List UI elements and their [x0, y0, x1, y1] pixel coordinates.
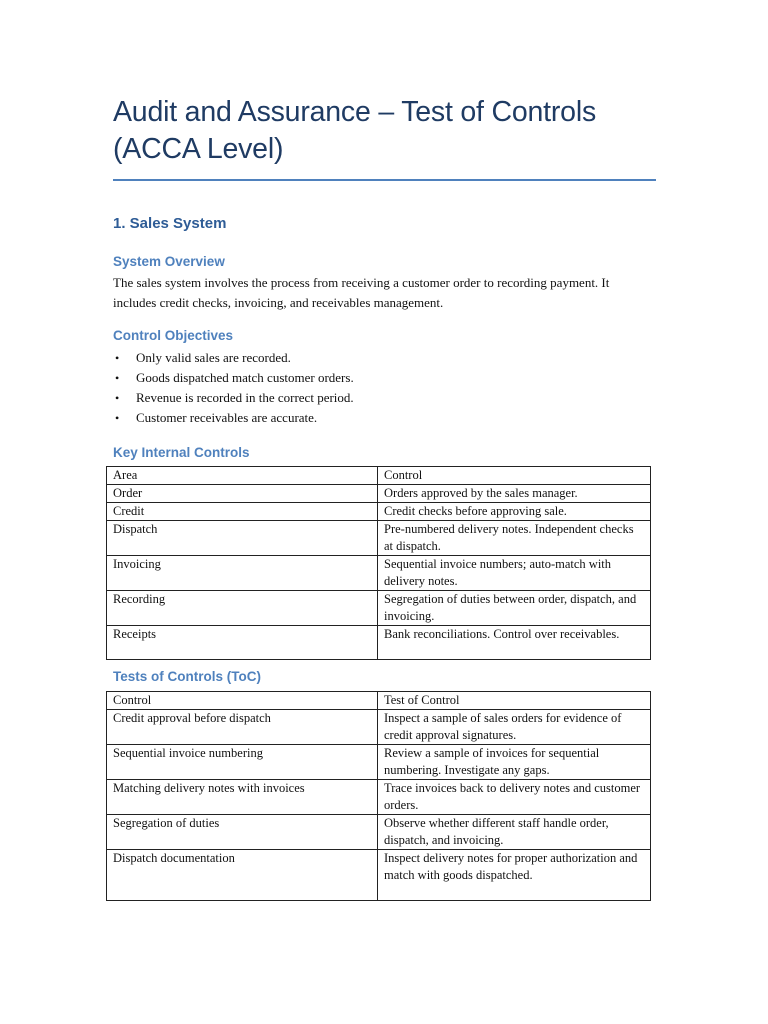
table-row: [107, 626, 651, 660]
table-header-cell: Area: [107, 467, 378, 485]
table-cell-control: Credit checks before approving sale.: [378, 503, 651, 521]
bullet-icon: •: [115, 371, 120, 385]
table-cell-area: Recording: [107, 591, 378, 626]
system-overview-text: The sales system involves the process from receiving a customer order to recording payment. It includes credit checks, invoicing, and receivables management.: [113, 275, 610, 310]
table-row: [107, 710, 651, 745]
table-header-cell: Test of Control: [378, 692, 651, 710]
list-item-text: Only valid sales are recorded.: [136, 350, 291, 365]
table-cell-control: Dispatch documentation: [107, 850, 378, 901]
section-heading: 1. Sales System: [113, 215, 227, 232]
list-item-text: Revenue is recorded in the correct period.: [136, 390, 354, 405]
list-item: [113, 408, 354, 428]
table-row: [107, 503, 651, 521]
table-header-cell: Control: [378, 467, 651, 485]
table-header-row: [107, 467, 651, 485]
table-row: [107, 745, 651, 780]
table-cell-control: Sequential invoice numbering: [107, 745, 378, 780]
table-cell-test: Inspect a sample of sales orders for evidence of credit approval signatures.: [378, 710, 651, 745]
table-cell-area: Invoicing: [107, 556, 378, 591]
tests-of-controls-table: [106, 691, 651, 901]
table-cell-area: Receipts: [107, 626, 378, 660]
table-row: [107, 556, 651, 591]
table-cell-control: Segregation of duties: [107, 815, 378, 850]
bullet-icon: •: [115, 411, 120, 425]
table-row: [107, 780, 651, 815]
control-objectives-heading: Control Objectives: [113, 328, 234, 343]
table-header-cell: Control: [107, 692, 378, 710]
bullet-icon: •: [115, 391, 120, 405]
table-row: [107, 850, 651, 901]
table-cell-test: Trace invoices back to delivery notes and customer orders.: [378, 780, 651, 815]
table-cell-control: Segregation of duties between order, dispatch, and invoicing.: [378, 591, 651, 626]
key-internal-controls-heading: Key Internal Controls: [113, 445, 250, 460]
tests-of-controls-heading: Tests of Controls (ToC): [113, 669, 261, 684]
table-row: [107, 591, 651, 626]
list-item: [113, 368, 354, 388]
table-row: [107, 521, 651, 556]
table-cell-control: Bank reconciliations. Control over receivables.: [378, 626, 651, 660]
document-title: Audit and Assurance – Test of Controls (ACCA Level): [113, 96, 596, 165]
list-item: [113, 388, 354, 408]
control-objectives-list: [113, 348, 354, 428]
table-row: [107, 485, 651, 503]
key-internal-controls-table: [106, 466, 651, 660]
system-overview-heading: System Overview: [113, 254, 225, 269]
list-item: [113, 348, 354, 368]
table-cell-control: Pre-numbered delivery notes. Independent checks at dispatch.: [378, 521, 651, 556]
table-header-row: [107, 692, 651, 710]
table-cell-test: Inspect delivery notes for proper authorization and match with goods dispatched.: [378, 850, 651, 901]
list-item-text: Customer receivables are accurate.: [136, 410, 318, 425]
table-cell-area: Order: [107, 485, 378, 503]
table-cell-control: Sequential invoice numbers; auto-match with delivery notes.: [378, 556, 651, 591]
table-cell-test: Review a sample of invoices for sequential numbering. Investigate any gaps.: [378, 745, 651, 780]
bullet-icon: •: [115, 351, 120, 365]
table-cell-area: Dispatch: [107, 521, 378, 556]
table-cell-test: Observe whether different staff handle order, dispatch, and invoicing.: [378, 815, 651, 850]
list-item-text: Goods dispatched match customer orders.: [136, 370, 354, 385]
table-cell-control: Orders approved by the sales manager.: [378, 485, 651, 503]
table-row: [107, 815, 651, 850]
table-cell-area: Credit: [107, 503, 378, 521]
title-underline: [113, 179, 656, 181]
table-cell-control: Credit approval before dispatch: [107, 710, 378, 745]
table-cell-control: Matching delivery notes with invoices: [107, 780, 378, 815]
